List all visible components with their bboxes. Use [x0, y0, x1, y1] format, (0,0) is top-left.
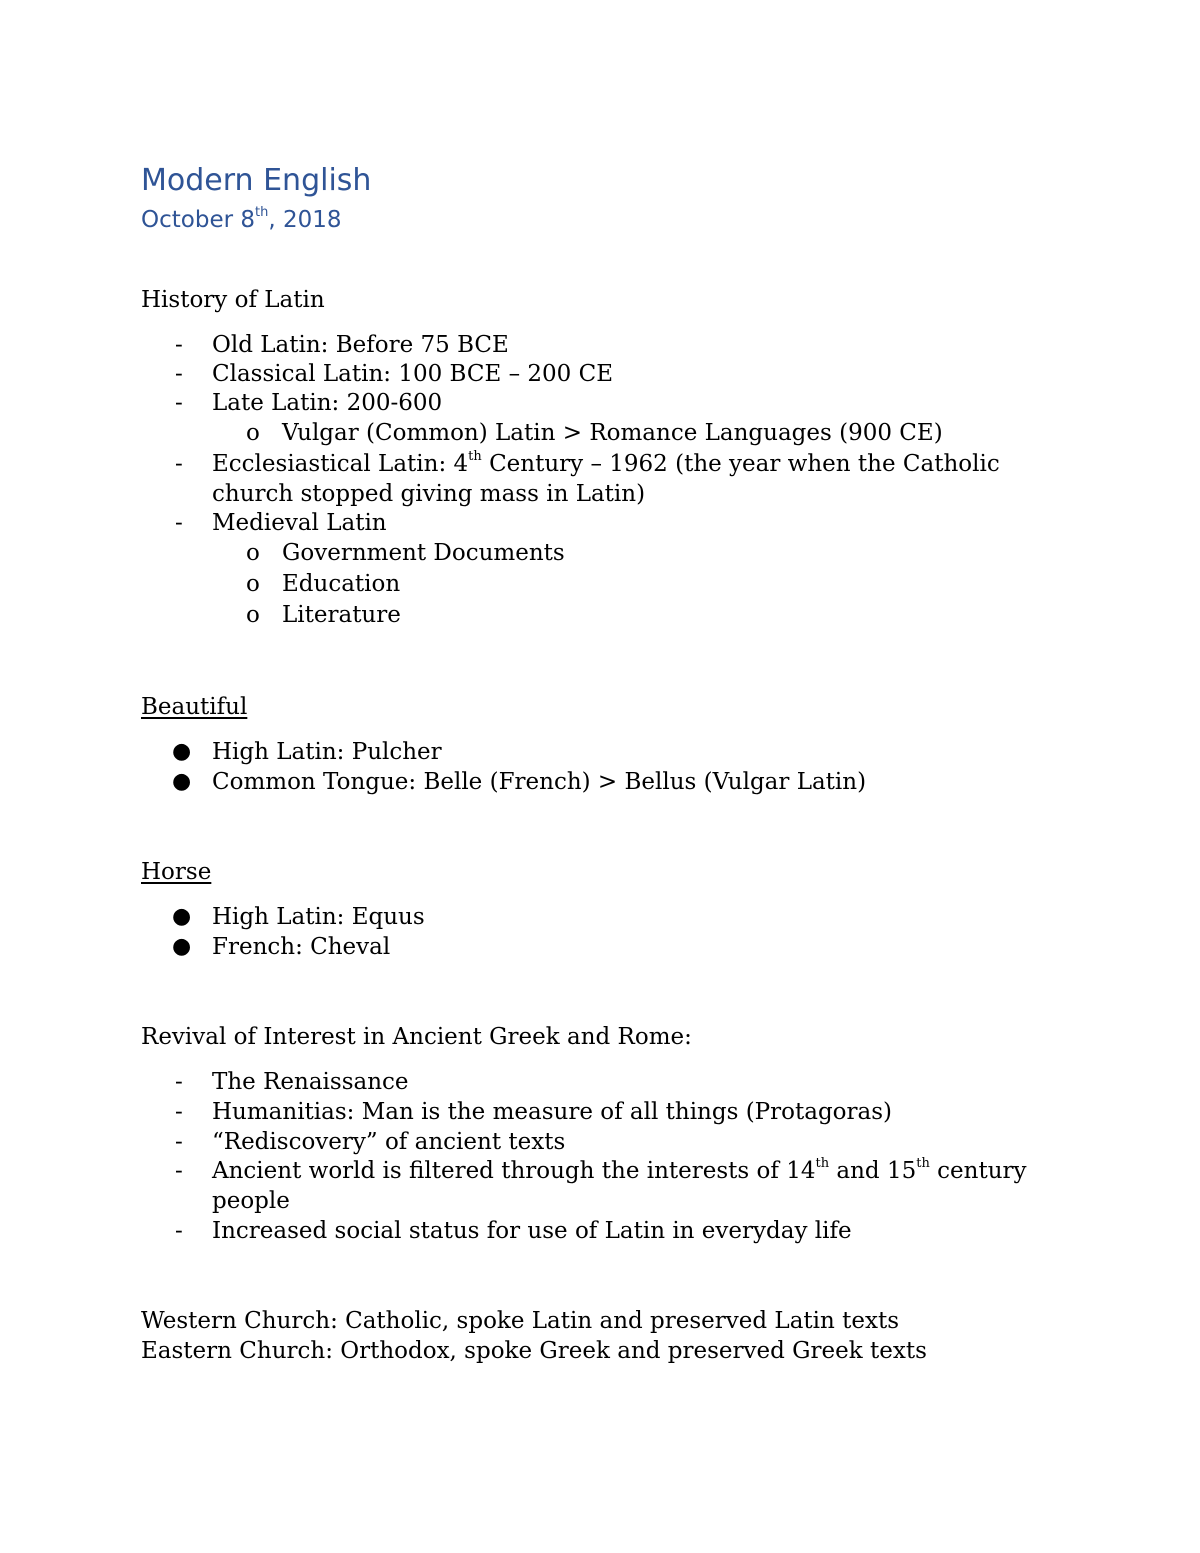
list-item: High Latin: Equus — [212, 904, 425, 930]
section-heading-history: History of Latin — [141, 287, 325, 313]
bullet-marker: ● — [172, 739, 192, 764]
dash-marker: - — [175, 1069, 183, 1095]
circle-marker: o — [246, 571, 260, 597]
document-date: October 8th, 2018 — [141, 205, 342, 233]
circle-marker: o — [246, 540, 260, 566]
list-item: Ecclesiastical Latin: 4th Century – 1962 (the year when the Catholic — [212, 449, 1000, 477]
list-item: Medieval Latin — [212, 510, 387, 536]
list-item: Humanitias: Man is the measure of all things (Protagoras) — [212, 1099, 893, 1125]
list-item: “Rediscovery” of ancient texts — [212, 1129, 566, 1155]
dash-marker: - — [175, 451, 183, 477]
dash-marker: - — [175, 1129, 183, 1155]
bullet-marker: ● — [172, 904, 192, 929]
circle-marker: o — [246, 420, 260, 446]
paragraph-western-church: Western Church: Catholic, spoke Latin and preserved Latin texts — [141, 1308, 900, 1334]
list-item: Old Latin: Before 75 BCE — [212, 332, 509, 358]
paragraph-eastern-church: Eastern Church: Orthodox, spoke Greek and preserved Greek texts — [141, 1338, 927, 1364]
list-item-continuation: church stopped giving mass in Latin) — [212, 481, 646, 507]
dash-marker: - — [175, 390, 183, 416]
list-item: The Renaissance — [212, 1069, 409, 1095]
list-item: High Latin: Pulcher — [212, 739, 442, 765]
sub-list-item: Vulgar (Common) Latin > Romance Languages (900 CE) — [282, 420, 943, 446]
sub-list-item: Government Documents — [282, 540, 565, 566]
list-item: Common Tongue: Belle (French) > Bellus (Vulgar Latin) — [212, 769, 867, 795]
section-heading-revival: Revival of Interest in Ancient Greek and Rome: — [141, 1024, 692, 1050]
sub-list-item: Education — [282, 571, 401, 597]
list-item: French: Cheval — [212, 934, 391, 960]
sub-list-item: Literature — [282, 602, 401, 628]
list-item: Late Latin: 200-600 — [212, 390, 443, 416]
dash-marker: - — [175, 332, 183, 358]
section-heading-beautiful: Beautiful — [141, 694, 248, 720]
bullet-marker: ● — [172, 934, 192, 959]
document-title: Modern English — [141, 163, 372, 198]
list-item: Ancient world is filtered through the interests of 14th and 15th century — [212, 1156, 1027, 1184]
dash-marker: - — [175, 361, 183, 387]
dash-marker: - — [175, 1218, 183, 1244]
circle-marker: o — [246, 602, 260, 628]
dash-marker: - — [175, 1158, 183, 1184]
section-heading-horse: Horse — [141, 859, 212, 885]
dash-marker: - — [175, 510, 183, 536]
list-item: Increased social status for use of Latin in everyday life — [212, 1218, 852, 1244]
list-item: Classical Latin: 100 BCE – 200 CE — [212, 361, 613, 387]
bullet-marker: ● — [172, 769, 192, 794]
dash-marker: - — [175, 1099, 183, 1125]
list-item-continuation: people — [212, 1188, 290, 1214]
